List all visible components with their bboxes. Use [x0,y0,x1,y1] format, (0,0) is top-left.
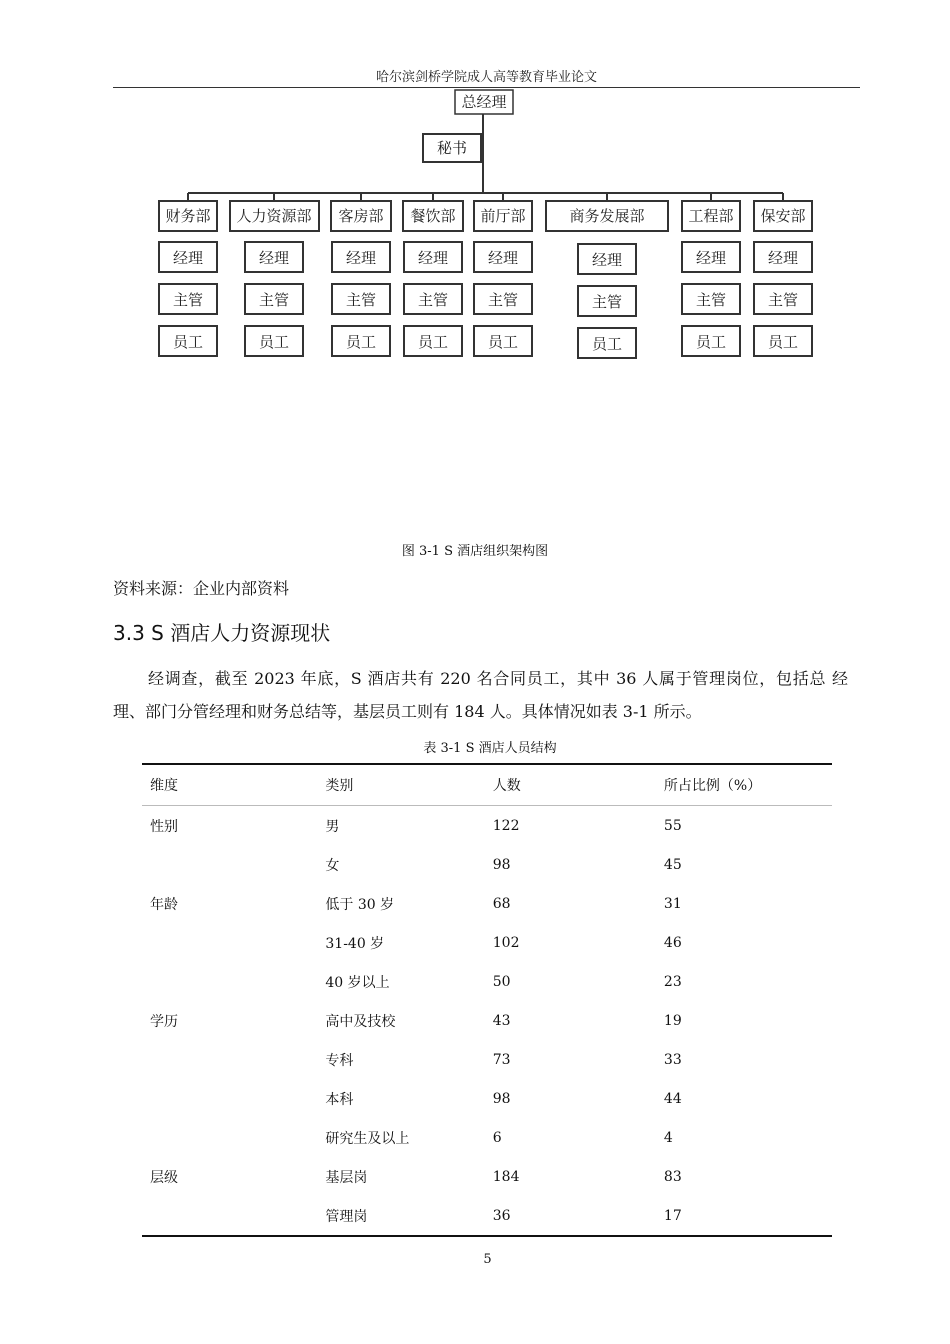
cell-dimension [142,1040,317,1079]
cell-count: 184 [492,1168,520,1185]
body-paragraph: 经调查，截至 2023 年底，S 酒店共有 220 名合同员工，其中 36 人属于管理岗位，包括总 经理、部门分管经理和财务总结等，基层员工则有 184 人。具体情况如表 3-1 所示。 [113,669,848,721]
cell-dimension [142,845,317,884]
cell-dimension: 学历 [150,1013,178,1030]
org-chart [150,88,835,388]
svg-text:保安部: 保安部 [760,207,806,225]
table-row [142,845,832,884]
table-caption: 表 3-1 S 酒店人员结构 [423,741,557,756]
svg-text:经理: 经理 [258,249,290,267]
header-category: 类别 [325,778,354,794]
cell-category: 男 [325,818,340,835]
cell-percent: 55 [663,817,682,834]
cell-percent: 33 [663,1051,682,1068]
svg-text:员工: 员工 [767,333,799,351]
table-row [142,1079,832,1118]
cell-percent: 17 [663,1207,682,1224]
section-heading: 3.3 S 酒店人力资源现状 [113,621,331,645]
table-row [142,923,832,962]
svg-text:主管: 主管 [417,291,449,309]
svg-text:主管: 主管 [345,291,377,309]
col-food-levels [404,242,462,356]
header-dimension: 维度 [150,778,178,794]
svg-text:经理: 经理 [767,249,799,267]
svg-text:经理: 经理 [345,249,377,267]
svg-text:员工: 员工 [172,333,204,351]
table-row [142,1001,832,1040]
svg-text:经理: 经理 [487,249,519,267]
svg-text:员工: 员工 [591,335,623,353]
cell-percent: 31 [663,895,682,912]
dept-frontdesk [474,201,532,231]
cell-dimension [142,1196,317,1236]
svg-text:工程部: 工程部 [688,207,734,225]
cell-count: 73 [492,1051,511,1068]
col-engineering-levels [682,242,740,356]
cell-count: 6 [492,1129,502,1146]
svg-text:员工: 员工 [695,333,727,351]
cell-dimension [142,1079,317,1118]
header-count: 人数 [492,778,521,794]
svg-text:秘书: 秘书 [436,139,468,157]
svg-text:商务发展部: 商务发展部 [569,207,645,225]
col-business-levels [578,244,636,358]
dept-business [546,201,668,231]
table-row [142,884,832,923]
staff-structure-table [142,763,832,1237]
cell-dimension: 性别 [150,818,178,835]
table-row [142,1040,832,1079]
source-note: 资料来源：企业内部资料 [113,579,290,598]
cell-count: 68 [492,895,511,912]
cell-category: 40 岁以上 [325,974,390,991]
cell-dimension: 年龄 [150,896,178,913]
svg-text:员工: 员工 [487,333,519,351]
running-header: 哈尔滨剑桥学院成人高等教育毕业论文 [375,70,597,85]
secretary-node [423,134,481,162]
svg-text:客房部: 客房部 [338,207,384,225]
dept-rooms [331,201,391,231]
col-frontdesk-levels [474,242,532,356]
cell-percent: 45 [663,856,682,873]
cell-count: 50 [492,973,511,990]
dept-finance [159,201,217,231]
cell-percent: 23 [663,973,682,990]
cell-dimension [142,962,317,1001]
cell-dimension [142,1118,317,1157]
cell-category: 31-40 岁 [325,935,385,952]
cell-percent: 44 [663,1090,682,1107]
cell-count: 36 [492,1207,511,1224]
cell-dimension: 层级 [150,1169,178,1186]
cell-dimension [142,923,317,962]
svg-text:员工: 员工 [345,333,377,351]
cell-count: 122 [492,817,520,834]
cell-category: 本科 [325,1091,354,1108]
ceo-node [455,90,513,114]
svg-text:经理: 经理 [417,249,449,267]
cell-category: 专科 [325,1052,354,1069]
svg-text:员工: 员工 [258,333,290,351]
svg-text:主管: 主管 [172,291,204,309]
svg-text:前厅部: 前厅部 [480,207,526,225]
svg-text:主管: 主管 [487,291,519,309]
svg-text:主管: 主管 [591,293,623,311]
svg-text:主管: 主管 [695,291,727,309]
dept-engineering [682,201,740,231]
cell-percent: 83 [663,1168,682,1185]
cell-count: 43 [492,1012,511,1029]
svg-text:经理: 经理 [695,249,727,267]
table-row [142,1118,832,1157]
cell-percent: 19 [663,1012,682,1029]
svg-text:主管: 主管 [258,291,290,309]
table-header-row [142,764,832,806]
cell-count: 98 [492,856,511,873]
col-hr-levels [245,242,303,356]
svg-text:财务部: 财务部 [165,207,211,225]
cell-category: 基层岗 [325,1169,368,1186]
figure-caption: 图 3-1 S 酒店组织架构图 [401,544,549,559]
cell-category: 女 [325,857,340,874]
table-row [142,806,832,846]
page-number: 5 [483,1252,492,1267]
cell-percent: 46 [663,934,682,951]
cell-category: 管理岗 [325,1208,368,1225]
cell-category: 高中及技校 [325,1013,396,1030]
dept-security [754,201,812,231]
cell-count: 98 [492,1090,511,1107]
svg-text:主管: 主管 [767,291,799,309]
svg-text:员工: 员工 [417,333,449,351]
dept-drop-lines [188,193,783,201]
table-row [142,962,832,1001]
cell-category: 研究生及以上 [325,1130,410,1147]
svg-text:总经理: 总经理 [461,93,507,111]
svg-text:经理: 经理 [172,249,204,267]
dept-hr [230,201,319,231]
cell-category: 低于 30 岁 [325,896,395,913]
cell-percent: 4 [663,1129,673,1146]
cell-count: 102 [492,934,520,951]
col-finance-levels [159,242,217,356]
table-row [142,1157,832,1196]
table-row [142,1196,832,1236]
col-security-levels [754,242,812,356]
header-percent: 所占比例（%） [663,778,762,794]
svg-text:经理: 经理 [591,251,623,269]
svg-text:餐饮部: 餐饮部 [410,207,456,225]
col-rooms-levels [332,242,390,356]
svg-text:人力资源部: 人力资源部 [236,207,312,225]
dept-food [403,201,463,231]
